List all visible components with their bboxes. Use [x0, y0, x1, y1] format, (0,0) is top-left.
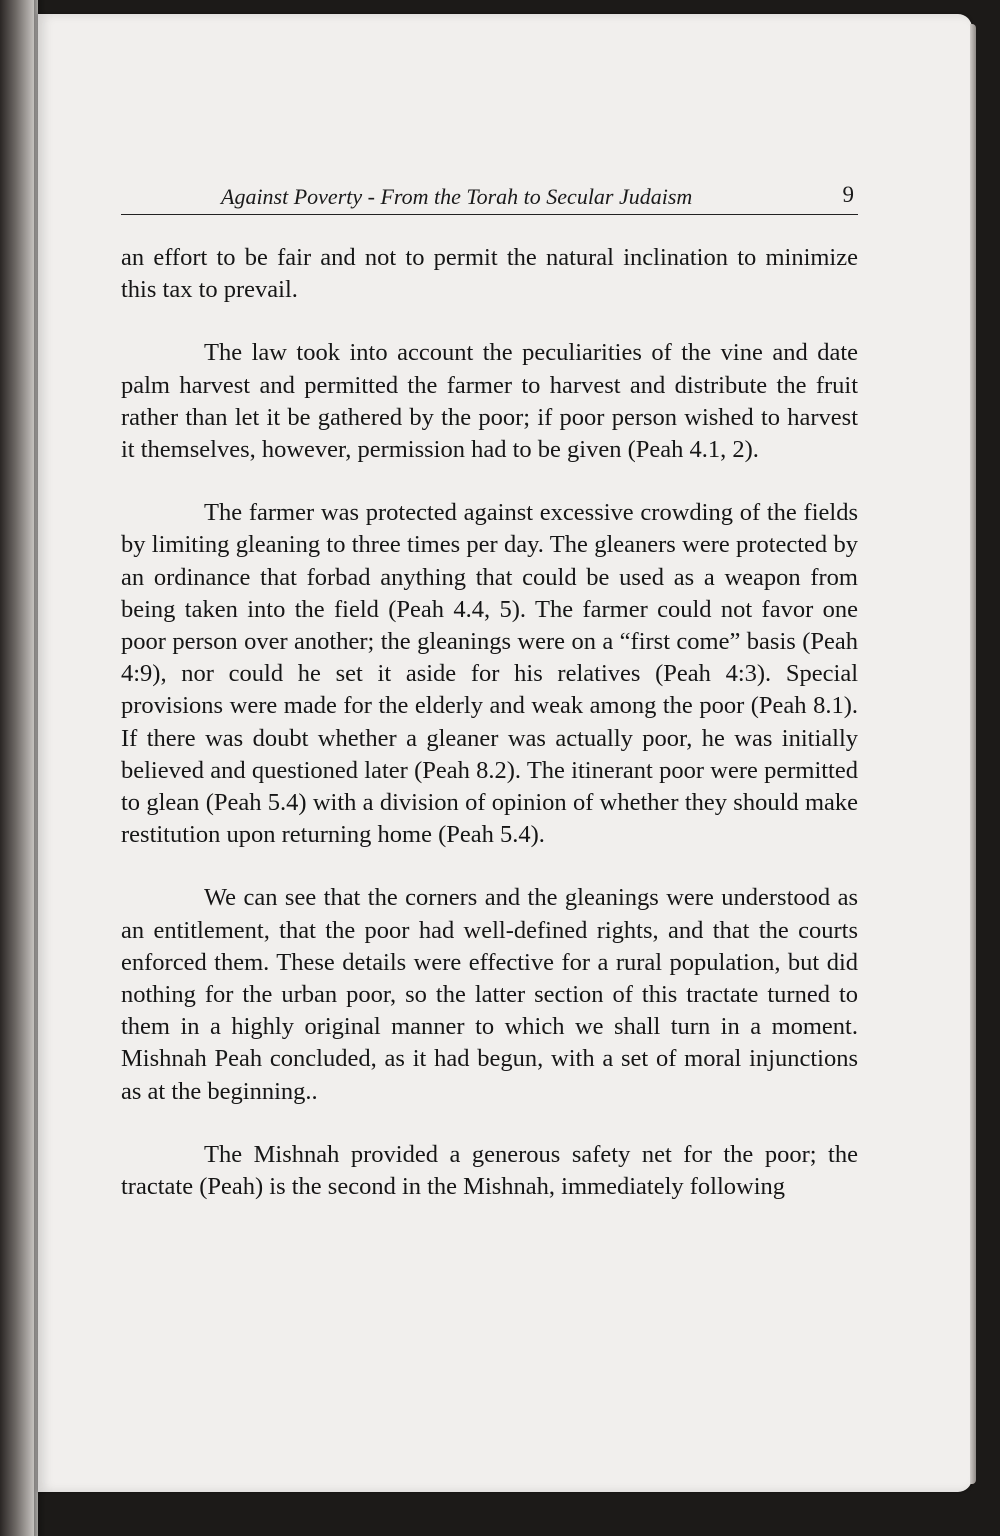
paragraph-vine-harvest: The law took into account the peculiarities of the vine and date palm harvest and permitted the farmer to harvest and distribute the fruit rather than let it be gathered by the poor; if poor person wished to harvest it themselves, however, permission had to be given (Peah 4.1, 2). [121, 339, 858, 464]
body-text [121, 242, 858, 1234]
paragraph-safety-net: The Mishnah provided a generous safety net for the poor; the tractate (Peah) is the second in the Mishnah, immediately following [121, 1140, 858, 1201]
page-number: 9 [842, 182, 854, 207]
paragraph-entitlement: We can see that the corners and the gleanings were understood as an entitlement, that the poor had well-defined rights, and that the courts enforced them. These details were effective for a rural population, but did nothing for the urban poor, so the latter section of this tractate turned to them in a highly original manner to which we shall turn in a moment. Mishnah Peah concluded, as it had begun, with a set of moral injunctions as at the beginning.. [121, 884, 858, 1105]
paragraph-continuation: an effort to be fair and not to permit the natural inclination to minimize this tax to prevail. [121, 244, 858, 304]
header-title: Against Poverty - From the Torah to Secular Judaism [221, 184, 693, 209]
paragraph-gleaning-rules: The farmer was protected against excessive crowding of the fields by limiting gleaning to three times per day. The gleaners were protected by an ordinance that forbad anything that could be used as a weapon from being taken into the field (Peah 4.4, 5). The farmer could not favor one poor person over another; the gleanings were on a “first come” basis (Peah 4:9), nor could he set it aside for his relatives (Peah 4:3). Special provisions were made for the elderly and weak among the poor (Peah 8.1). If there was doubt whether a gleaner was actually poor, he was initially believed and questioned later (Peah 8.2). The itinerant poor were permitted to glean (Peah 5.4) with a division of opinion of whether they should make restitution upon returning home (Peah 5.4). [121, 499, 858, 849]
page-edge [970, 24, 976, 1484]
running-header [121, 182, 858, 215]
adjacent-page-edge [0, 0, 38, 1536]
